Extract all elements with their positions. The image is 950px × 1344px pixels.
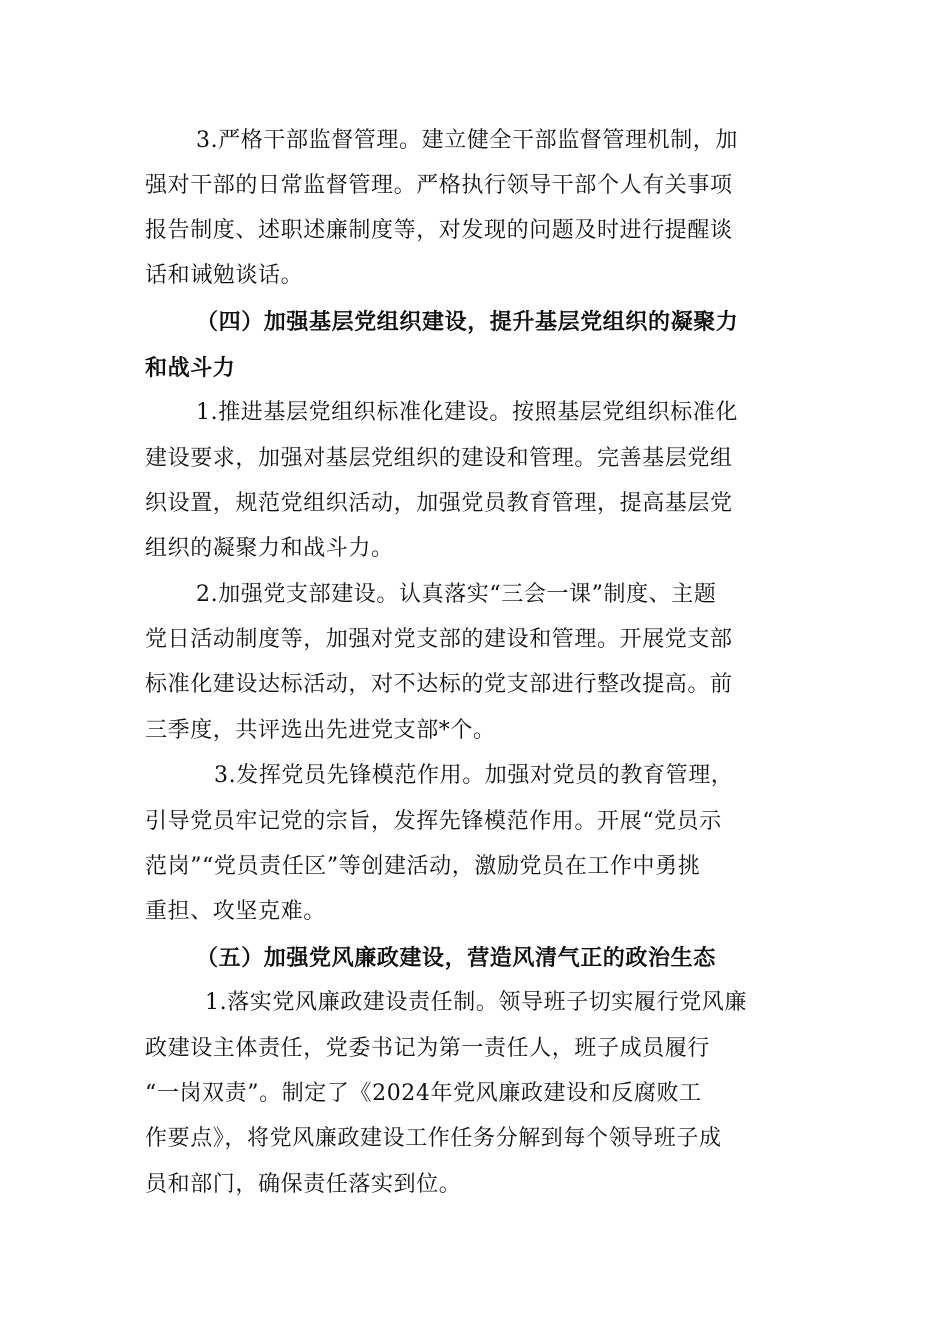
paragraph-line: 作要点》，将党风廉政建设工作任务分解到每个领导班子成 <box>145 1126 722 1151</box>
paragraph-line: 3.严格干部监督管理。建立健全干部监督管理机制，加 <box>196 128 738 153</box>
paragraph-line: 组织的凝聚力和战斗力。 <box>145 536 394 561</box>
paragraph-line: 范岗”“党员责任区”等创建活动，激励党员在工作中勇挑 <box>145 854 701 879</box>
paragraph-line: 1.推进基层党组织标准化建设。按照基层党组织标准化 <box>196 400 738 425</box>
paragraph-line: 建设要求，加强对基层党组织的建设和管理。完善基层党组 <box>145 446 733 471</box>
section-heading-4-cont: 和战斗力 <box>145 355 236 381</box>
paragraph-line: 3.发挥党员先锋模范作用。加强对党员的教育管理， <box>214 763 734 788</box>
paragraph-line: 员和部门，确保责任落实到位。 <box>145 1172 462 1197</box>
paragraph-line: 标准化建设达标活动，对不达标的党支部进行整改提高。前 <box>145 672 733 697</box>
paragraph-line: 政建设主体责任，党委书记为第一责任人，班子成员履行 <box>145 1036 711 1061</box>
paragraph-line: 引导党员牢记党的宗旨，发挥先锋模范作用。开展“党员示 <box>145 809 722 834</box>
paragraph-line: 1.落实党风廉政建设责任制。领导班子切实履行党风廉 <box>205 990 747 1015</box>
paragraph-line: 三季度，共评选出先进党支部*个。 <box>145 718 496 743</box>
paragraph-line: 话和诫勉谈话。 <box>145 263 304 288</box>
paragraph-line: 强对干部的日常监督管理。严格执行领导干部个人有关事项 <box>145 173 733 198</box>
paragraph-line: 党日活动制度等，加强对党支部的建设和管理。开展党支部 <box>145 627 733 652</box>
paragraph-line: 重担、攻坚克难。 <box>145 899 326 924</box>
paragraph-line: 2.加强党支部建设。认真落实“三会一课”制度、主题 <box>196 582 717 607</box>
section-heading-4: （四）加强基层党组织建设，提升基层党组织的凝聚力 <box>196 309 739 335</box>
paragraph-line: 织设置，规范党组织活动，加强党员教育管理，提高基层党 <box>145 491 733 516</box>
section-heading-5: （五）加强党风廉政建设，营造风清气正的政治生态 <box>196 945 716 971</box>
paragraph-line: 报告制度、述职述廉制度等，对发现的问题及时进行提醒谈 <box>145 218 733 243</box>
paragraph-line: “一岗双责”。制定了《2024年党风廉政建设和反腐败工 <box>145 1081 702 1106</box>
